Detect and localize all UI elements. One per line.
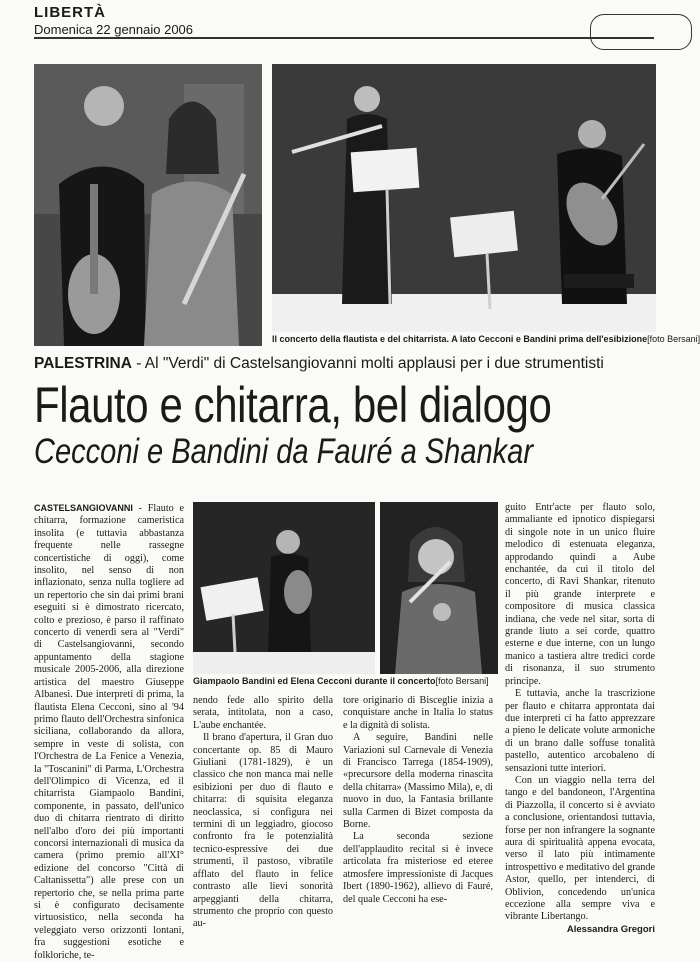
photo-musicians-portrait bbox=[34, 64, 262, 346]
column-1-text: - Flauto e chitarra, formazione cameristica insolita (e tuttavia abbastanza frequente nelle rassegne concertistiche di oggi), come insolito, nel senso di non inflazionato, senza nulla togliere ad un repertorio che sin dai primi brani eseguiti si è dimostrato ricercato, colto e prezioso, è parso il raffinato concerto di venerdì sera al "Verdi" di Castelsangiovanni, secondo appuntamento della stagione musicale 2005-2006, alla direzione artistica del maestro Giuseppe Albanesi. Due interpreti di prima, la flautista Elena Cecconi, sino al '94 primo flauto dell'Orchestra sinfonica siciliana, collaborando da allora, sempre in veste di solista, con l'Orchestra de La Fenice a Venezia, la "Toscanini" di Parma, L'Orchestra dell'Olimpico di Vicenza, ed il chitarrista Giampaolo Bandini, componente, in passato, dell'unico duo di chitarra rientrato di diritto nell'albo d'oro dei più importanti concorsi internazionali di musica da camera (primo premio all'XI° edizione del concorso "Città di Caltanissetta") alle prese con un repertorio che, se nella prima parte si è configurato decisamente virtuosistico, nella seconda ha veleggiato verso orizzonti lontani, fra suggestioni esotiche e folkloriche, te- bbox=[34, 503, 184, 961]
column-4-paragraph-1: guito Entr'acte per flauto solo, ammaliante ed ipnotico dispiegarsi di singole note in un unico fluire melodico di estenuata eleganza, approdando quindi a Aube enchantée, da cui il titolo del concerto, di Ravi Shankar, ritenuto il più grande interprete e compositore di musica classica indiana, che vede nel sitar, sorta di grande liuto a sei corde, quattro esterne e due interne, con un lungo manico a tastiera altre tredici corde di risonanza, il suo strumento principe. bbox=[505, 502, 655, 687]
mid-photo-caption bbox=[193, 676, 489, 686]
page-tab-decoration bbox=[590, 14, 692, 50]
column-3-paragraph-2: A seguire, Bandini nelle Variazioni sul Carnevale di Venezia di Francisco Tarrega (1854-1909), «precursore della moderna rinascita della chitarra» (Massimo Mila), e, di nuovo in duo, la Fantasia brillante sulla Carmen di Bizet composta da Borne. bbox=[343, 732, 493, 831]
column-4-paragraph-2: E tuttavia, anche la trascrizione per flauto e chitarra approntata dai due interpreti ci ha fatto apprezzare a pieno le delicate volute armoniche di un brano dalle soffuse tonalità pastello, autentico arcobaleno di sensazioni tutte interiori. bbox=[505, 688, 655, 774]
photo-concert-stage bbox=[272, 64, 656, 332]
column-2-paragraph-2: Il brano d'apertura, il Gran duo concertante op. 85 di Mauro Giuliani (1781-1829), è un classico che non manca mai nelle esibizioni per duo di flauto e chitarra: di squisita eleganza neoclassica, si configura nei termini di un leggiadro, giocoso confronto fra le potenzialità tecnico-espressive dei due strumenti, il pastoso, vibratile afflato del flauto in felice contrasto alle lievi sonorità arpeggianti della chitarra, strumento che proprio con questo au- bbox=[193, 732, 333, 930]
author-signature: Alessandra Gregori bbox=[566, 923, 655, 935]
photo-guitarist bbox=[193, 502, 375, 674]
article-column-1 bbox=[34, 502, 184, 962]
top-caption-credit: [foto Bersani] bbox=[647, 334, 700, 344]
issue-date: Domenica 22 gennaio 2006 bbox=[34, 22, 194, 37]
article-dateline: CASTELSANGIOVANNI bbox=[34, 503, 133, 513]
column-2-paragraph-1: nendo fede allo spirito della serata, intitolata, non a caso, L'aube enchantée. bbox=[193, 695, 333, 731]
mid-caption-credit: [foto Bersani] bbox=[435, 676, 489, 686]
kicker-text: - Al "Verdi" di Castelsangiovanni molti applausi per i due strumentisti bbox=[131, 355, 604, 372]
header-rule bbox=[34, 37, 654, 39]
top-caption-text: Il concerto della flautista e del chitarrista. A lato Cecconi e Bandini prima dell'esibizione bbox=[272, 334, 648, 344]
article-headline: Flauto e chitarra, bel dialogo bbox=[34, 377, 552, 433]
mid-caption-text: Giampaolo Bandini ed Elena Cecconi durante il concerto bbox=[193, 676, 436, 686]
article-column-3 bbox=[343, 695, 493, 906]
top-photo-caption bbox=[272, 334, 700, 344]
column-4-paragraph-3: Con un viaggio nella terra del tango e del bandoneon, l'Argentina di Piazzolla, il concerto si è avviato a conclusione, orientandosi tuttavia, forse per non infrangere la sognante aura di spiritualità appena evocata, verso il lato più intimamente introspettivo e meditativo del grande Astor, quello, per intenderci, di Oblivion, concedendo un'unica eccezione alla sempre viva e vibrante Libertango. bbox=[505, 774, 655, 923]
article-column-2 bbox=[193, 695, 333, 931]
article-column-4 bbox=[505, 502, 655, 936]
column-3-paragraph-3: La seconda sezione dell'applaudito recital si è invece articolata fra misteriose ed eteree atmosfere impressioniste di Jacques Ibert (1890-1962), allievo di Fauré, del quale Cecconi ha ese- bbox=[343, 831, 493, 905]
newspaper-masthead: LIBERTÀ bbox=[34, 4, 106, 21]
article-subhead: Cecconi e Bandini da Fauré a Shankar bbox=[34, 432, 534, 471]
kicker-place: PALESTRINA bbox=[34, 355, 132, 372]
article-kicker bbox=[34, 355, 604, 373]
column-3-paragraph-1: tore originario di Bisceglie inizia a conquistare anche in Italia lo status e la dignità di solista. bbox=[343, 695, 493, 731]
photo-flautist bbox=[380, 502, 498, 674]
